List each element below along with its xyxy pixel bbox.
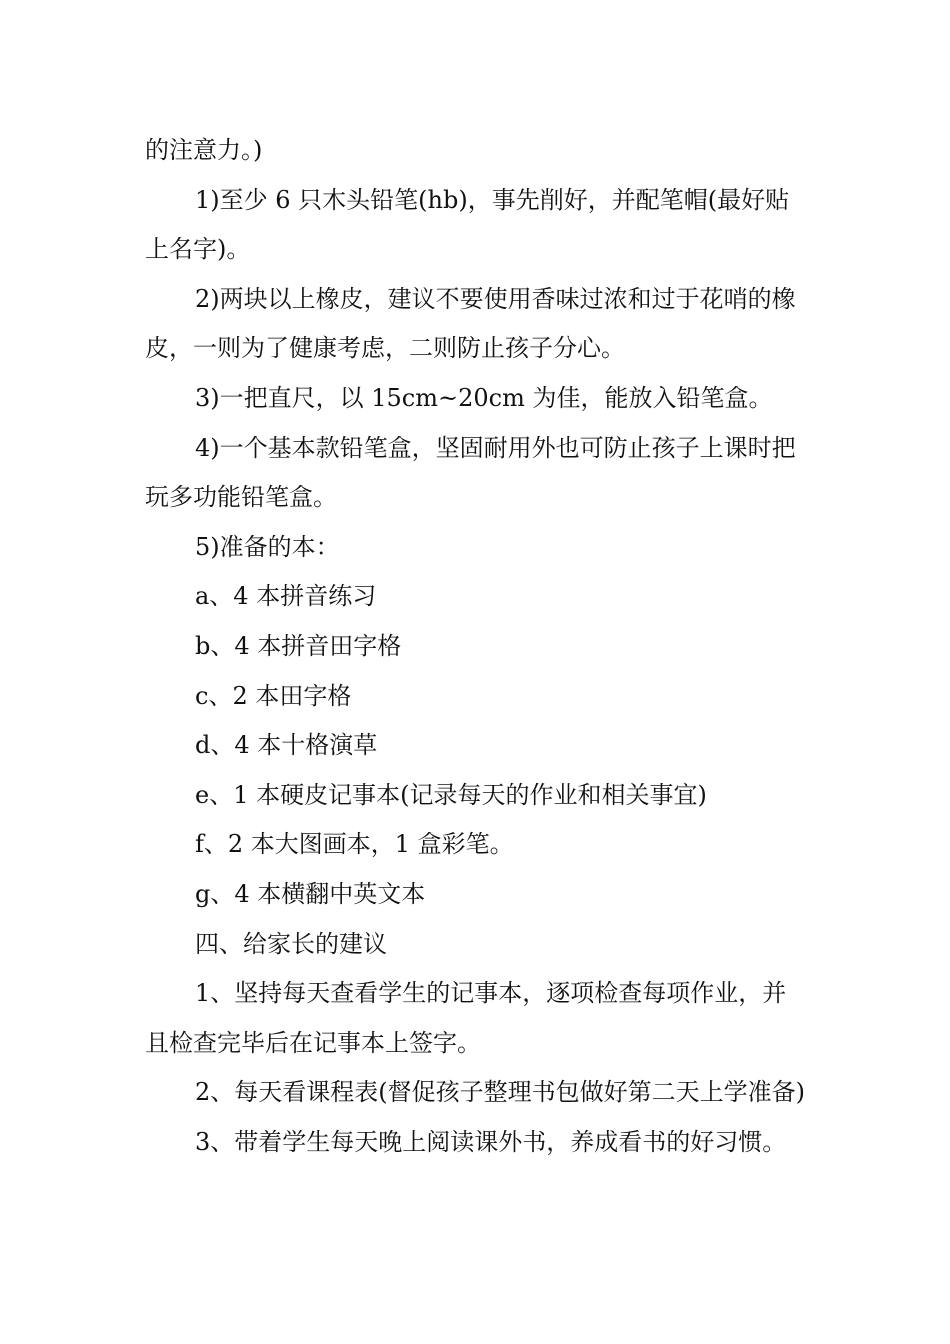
advice-item-2: 2、每天看课程表(督促孩子整理书包做好第二天上学准备) (195, 1078, 805, 1107)
advice-item-3: 3、带着学生每天晚上阅读课外书，养成看书的好习惯。 (195, 1127, 787, 1156)
paragraph-continuation: 的注意力。) (145, 136, 263, 164)
paragraph-item-1: 1)至少 6 只木头铅笔(hb)，事先削好，并配笔帽(最好贴上名字)。 (145, 185, 790, 264)
paragraph-item-3: 3)一把直尺，以 15cm~20cm 为佳，能放入铅笔盒。 (195, 383, 773, 412)
section-heading-parent-advice: 四、给家长的建议 (195, 929, 387, 958)
advice-item-1: 1、坚持每天查看学生的记事本，逐项检查每项作业，并且检查完毕后在记事本上签字。 (145, 979, 787, 1057)
list-item-d: d、4 本十格演草 (195, 731, 378, 760)
list-item-g: g、4 本横翻中英文本 (195, 879, 426, 908)
list-item-b: b、4 本拼音田字格 (195, 631, 402, 660)
document-body (145, 126, 810, 1167)
list-item-a: a、4 本拼音练习 (195, 582, 377, 611)
paragraph-item-2: 2)两块以上橡皮，建议不要使用香味过浓和过于花哨的橡皮，一则为了健康考虑，二则防止孩子分心。 (145, 284, 796, 363)
paragraph-item-5: 5)准备的本： (195, 532, 340, 561)
paragraph-item-4: 4)一个基本款铅笔盒，坚固耐用外也可防止孩子上课时把玩多功能铅笔盒。 (145, 433, 796, 512)
list-item-c: c、2 本田字格 (195, 681, 352, 710)
list-item-f: f、2 本大图画本，1 盒彩笔。 (195, 830, 514, 859)
list-item-e: e、1 本硬皮记事本(记录每天的作业和相关事宜) (195, 780, 707, 809)
